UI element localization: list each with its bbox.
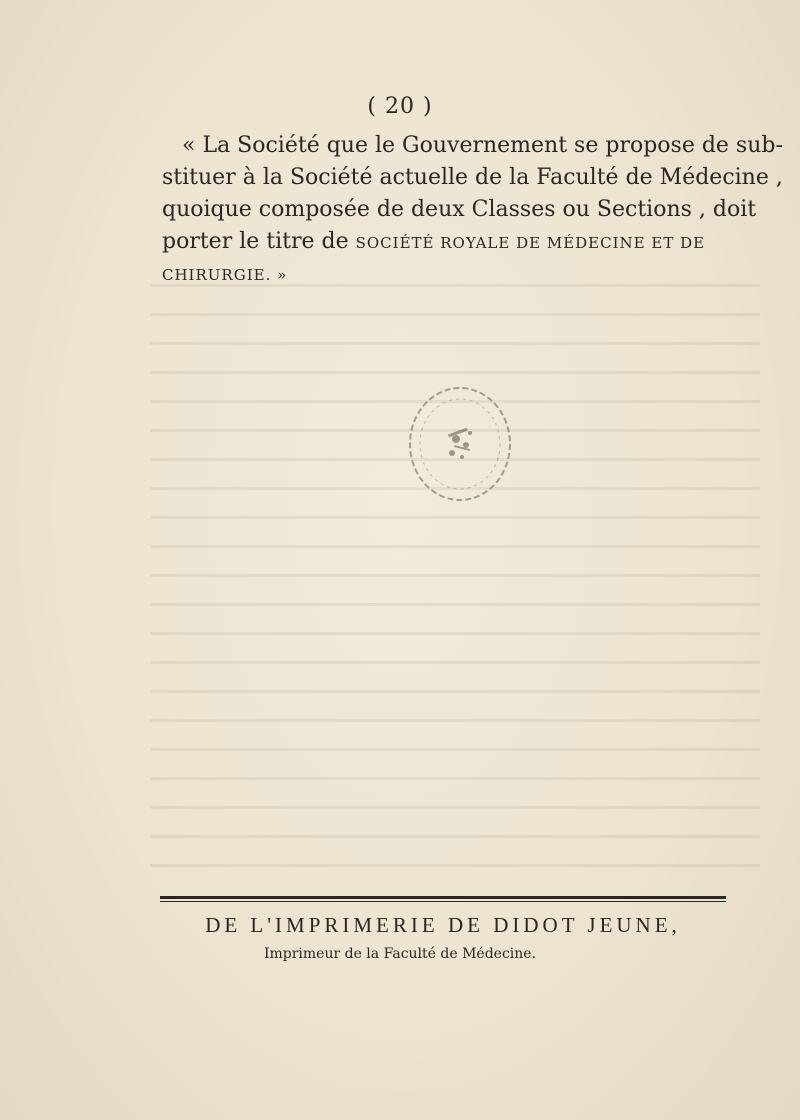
show-through-text bbox=[150, 270, 760, 890]
paragraph-line-2: stituer à la Société actuelle de la Faculté de Médecine , bbox=[162, 165, 783, 190]
printer-line: Imprimeur de la Faculté de Médecine. bbox=[263, 946, 537, 962]
page-number: ( 20 ) bbox=[367, 94, 433, 119]
paragraph-line-5: CHIRURGIE. » bbox=[162, 266, 288, 284]
paragraph-line-1: « La Société que le Gouvernement se propose de sub- bbox=[182, 133, 783, 158]
publisher-imprint: DE L'IMPRIMERIE DE DIDOT JEUNE, bbox=[205, 913, 681, 937]
divider-rule bbox=[160, 896, 726, 899]
paragraph-line-3: quoique composée de deux Classes ou Sections , doit bbox=[162, 197, 757, 222]
paragraph-line-4-prefix: porter le titre de bbox=[162, 229, 356, 254]
paragraph-line-4 bbox=[162, 226, 740, 259]
library-stamp bbox=[404, 383, 516, 505]
society-title-smallcaps: SOCIÉTÉ ROYALE DE MÉDECINE ET DE bbox=[355, 234, 706, 252]
body-paragraph bbox=[162, 130, 783, 291]
